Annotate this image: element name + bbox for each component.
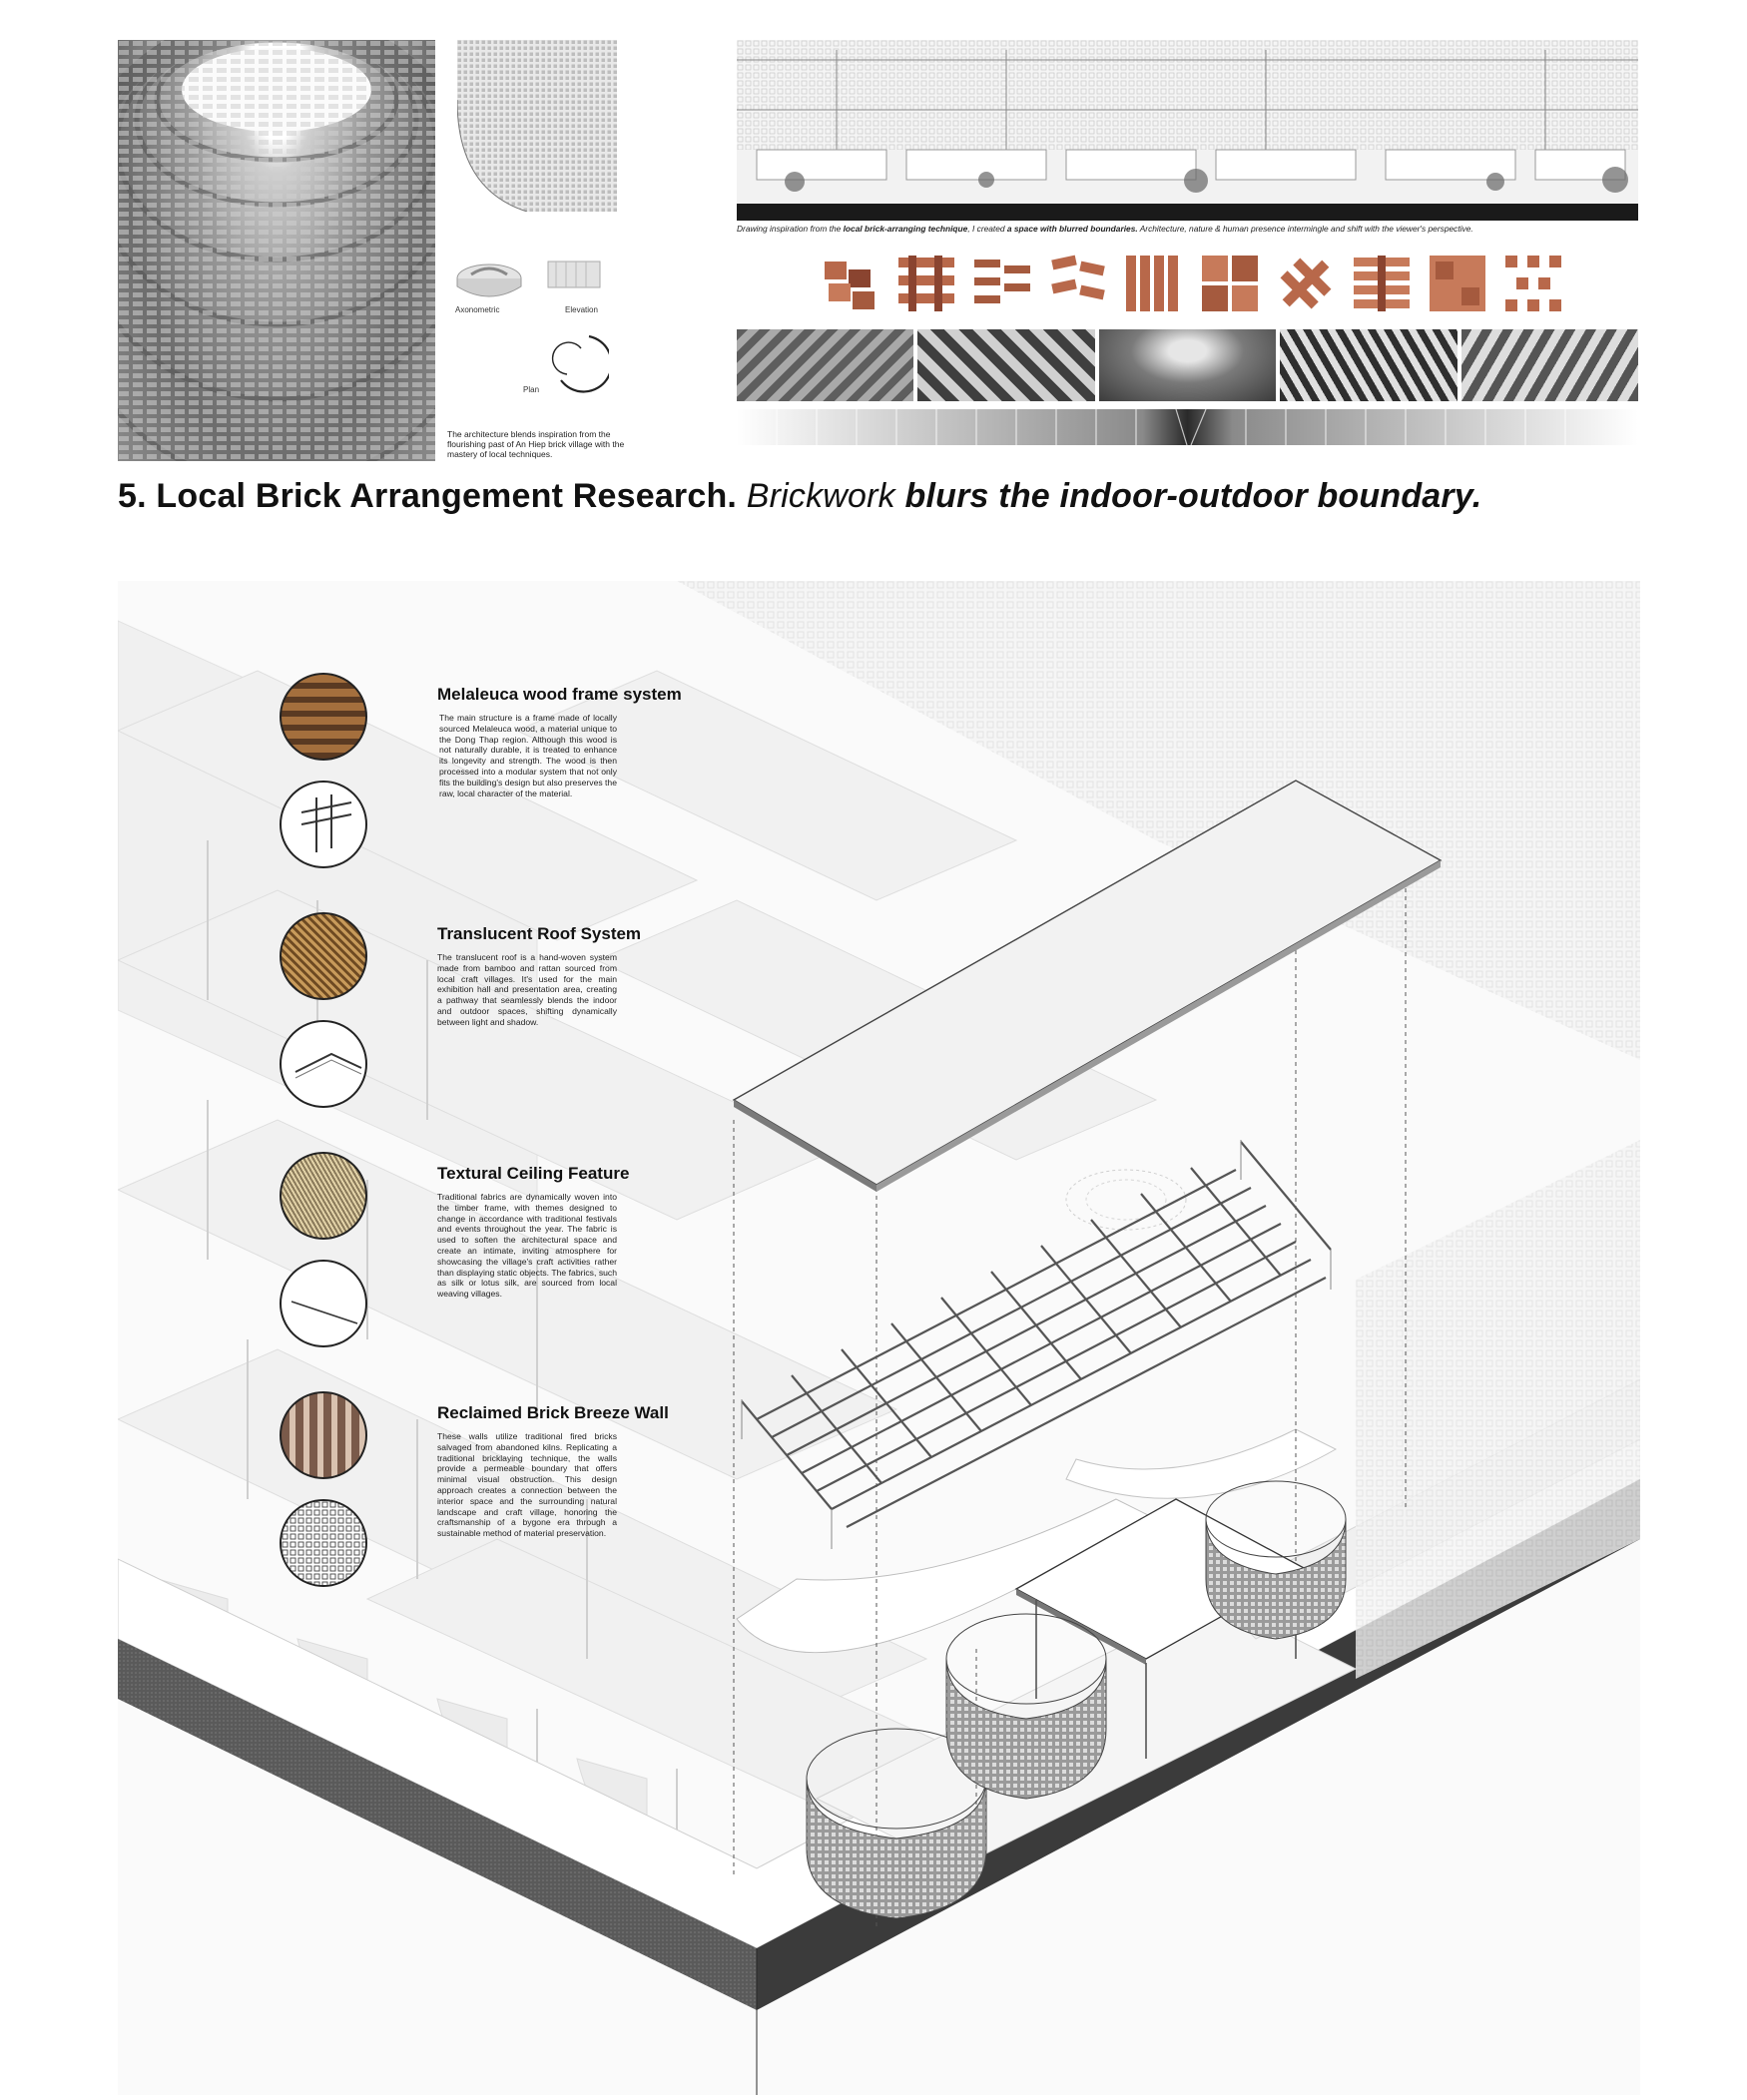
section-title-bold-italic: blurs the indoor-outdoor boundary. [904, 477, 1482, 515]
legend-title-ceiling: Textural Ceiling Feature [437, 1164, 630, 1183]
brick-sample-9 [1426, 252, 1489, 315]
fabric-photo [280, 1152, 367, 1240]
axonometric-label: Axonometric [455, 305, 500, 314]
brick-sample-5 [1122, 252, 1186, 315]
elevation-label: Elevation [565, 305, 598, 314]
brick-vault-photo [118, 40, 435, 461]
reference-photo-4 [1280, 329, 1456, 401]
caption-part1: Drawing inspiration from the [737, 224, 844, 234]
section-title-italic: Brickwork [737, 477, 905, 515]
legend-body-breeze-wall: These walls utilize traditional fired bricks salvaged from abandoned kilns. Replicating a traditional bricklaying technique, the walls provide a permeable boundary that offers minimal visual obstruction. This design approach creates a connection between the interior space and the surrounding natural landscape and craft village, honoring the craftsmanship of a bygone era through a sustainable method of material preservation. [437, 1431, 617, 1539]
legend-body-ceiling: Traditional fabrics are dynamically woven into the timber frame, with themes designed to change in accordance with traditional festivals and events throughout the year. The fabric is used to soften the architectural space and create an intimate, inviting atmosphere for showcasing the village's craft activities rather than displaying static objects. The fabrics, such as silk or lotus silk, are sourced from local weaving villages. [437, 1192, 617, 1300]
brick-sample-2 [894, 252, 958, 315]
elevation-icon [544, 258, 608, 293]
exploded-axonometric [118, 581, 1640, 2095]
section-title [118, 477, 1481, 516]
brick-pattern-icon [280, 1499, 367, 1587]
caption-bold1: local brick-arranging technique [843, 224, 968, 234]
section-title-bold: 5. Local Brick Arrangement Research. [118, 477, 738, 515]
caption-part3: Architecture, nature & human presence intermingle and shift with the viewer's perspective. [1137, 224, 1473, 234]
brick-sample-4 [1046, 252, 1110, 315]
legend-title-roof: Translucent Roof System [437, 924, 642, 943]
reference-photo-3 [1099, 329, 1276, 401]
woven-bamboo-photo [280, 912, 367, 1000]
legend-body-roof: The translucent roof is a hand-woven system made from bamboo and rattan sourced from local craft villages. It's used for the main exhibition hall and presentation area, creating a pathway that seamlessly blends the indoor and outdoor spaces, shifting dynamically between light and shadow. [437, 952, 617, 1027]
caption-part2: , I created [967, 224, 1007, 234]
fabric-line-icon [280, 1260, 367, 1347]
curved-brick-wall-render [457, 40, 617, 212]
reference-photo-2 [917, 329, 1094, 401]
architecture-blend-text: The architecture blends inspiration from the flourishing past of An Hiep brick village with the mastery of local techniques. [447, 429, 625, 459]
facade-elevation-drawing [737, 40, 1638, 221]
legend-body-wood-frame: The main structure is a frame made of locally sourced Melaleuca wood, a material unique to the Dong Thap region. Although this wood is not naturally durable, it is treated to enhance its longevity and strength. The wood is then processed into a modular system that not only fits the building's design but also preserves the raw, local character of the material. [439, 713, 617, 798]
reference-photo-1 [737, 329, 913, 401]
plan-icon [539, 324, 609, 394]
legend-title-wood-frame: Melaleuca wood frame system [437, 685, 682, 704]
perspective-gradient-strip [737, 409, 1638, 445]
brick-sample-7 [1274, 252, 1338, 315]
brick-pattern-samples [819, 252, 1587, 317]
brick-sample-8 [1350, 252, 1414, 315]
legend-title-breeze-wall: Reclaimed Brick Breeze Wall [437, 1403, 669, 1422]
reference-photo-5 [1461, 329, 1638, 401]
brick-wall-photo [280, 1391, 367, 1479]
brick-sample-1 [819, 252, 882, 315]
axonometric-icon [451, 255, 531, 304]
caption-bold2: a space with blurred boundaries. [1006, 224, 1138, 234]
brick-sample-3 [970, 252, 1034, 315]
brick-sample-10 [1501, 252, 1565, 315]
roof-layer-icon [280, 1020, 367, 1108]
wood-frame-joint-icon [280, 781, 367, 868]
plan-label: Plan [523, 385, 540, 394]
wood-frame-photo [280, 673, 367, 761]
brick-reference-photos [737, 329, 1638, 401]
brick-sample-6 [1198, 252, 1262, 315]
inspiration-caption [737, 224, 1640, 234]
